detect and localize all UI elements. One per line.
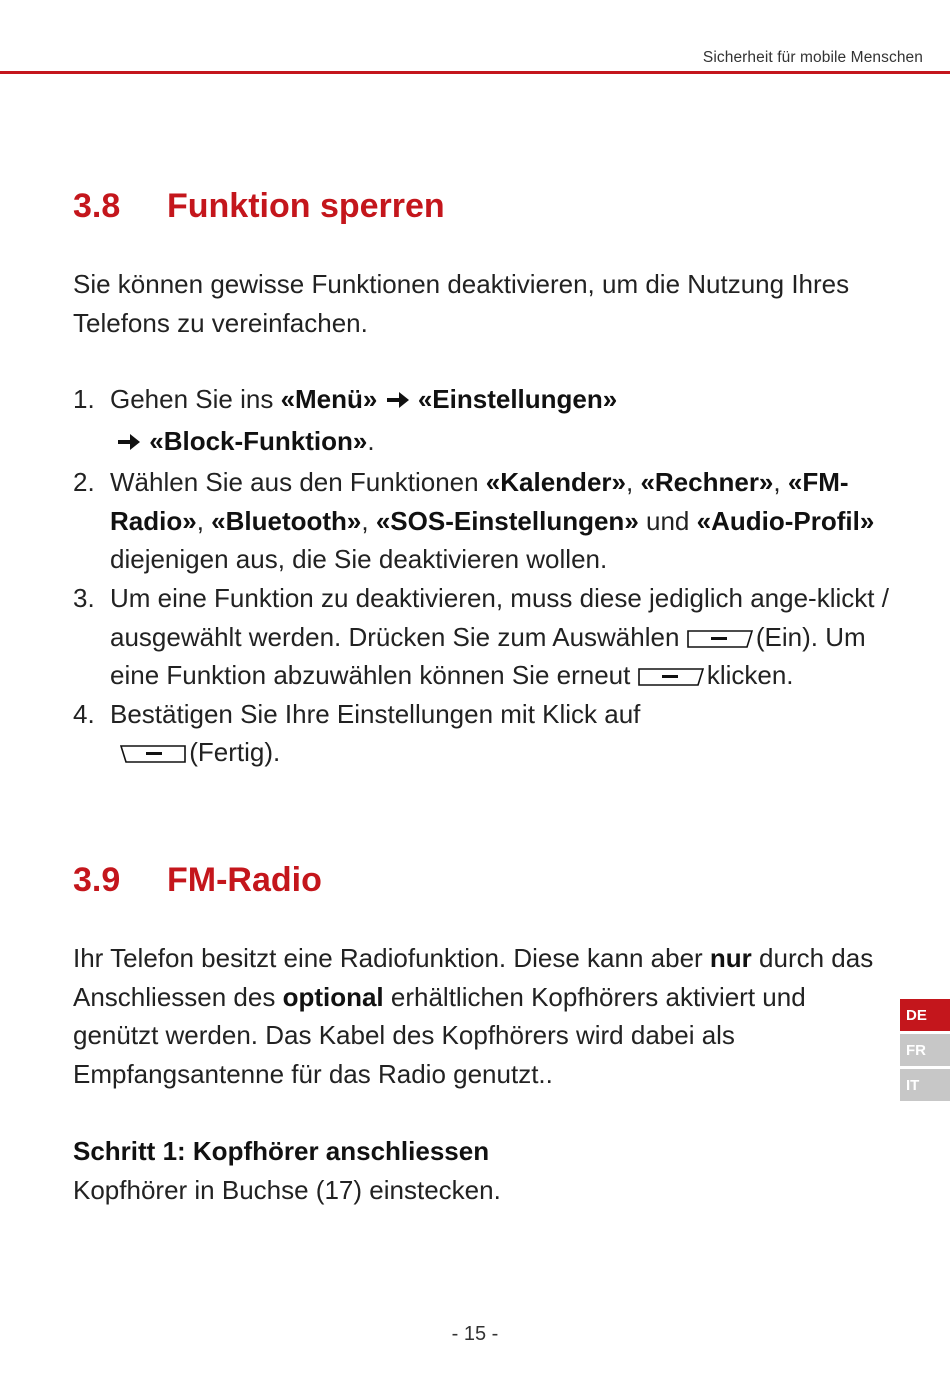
language-tab-it[interactable]: IT [900,1069,950,1101]
emphasis: optional [282,981,384,1012]
section-title-text: Funktion sperren [167,187,445,225]
step-text: Bestätigen Sie Ihre Einstellungen mit Klick auf [110,698,641,729]
calculator-label: «Rechner» [640,467,774,498]
menu-label: «Menü» [280,384,378,414]
header-tagline: Sicherheit für mobile Menschen [702,49,923,66]
step-text: klicken. [699,660,794,691]
section-title-text: FM-Radio [167,861,322,899]
step-1-block [73,1132,883,1209]
step-list [73,380,893,772]
separator: , [625,467,641,498]
step-end: . [367,425,375,456]
audio-profile-label: «Audio-Profil» [696,505,875,536]
step-1-title: Schritt 1: Kopfhörer anschliessen [73,1136,490,1166]
arrow-right-icon [116,425,142,464]
step-text: diejenigen aus, die Sie deaktivieren wollen. [110,544,608,575]
section-title-3-8 [73,187,445,226]
emphasis: nur [709,943,752,973]
conjunction: und [638,505,697,536]
section-title-3-9 [73,861,322,900]
language-tab-de[interactable]: DE [900,999,950,1031]
step-number: 3. [73,582,95,613]
list-item [73,695,893,772]
separator: , [196,505,212,536]
left-softkey-icon [638,668,700,686]
page-number: - 15 - [451,1323,499,1345]
settings-label: «Einstellungen» [417,384,618,414]
arrow-right-icon [385,383,411,422]
right-softkey-icon [120,745,182,763]
paragraph-text: Ihr Telefon besitzt eine Radiofunktion. Diese kann aber [73,943,710,973]
block-function-label: «Block-Funktion» [149,425,368,456]
bluetooth-label: «Bluetooth» [211,505,362,536]
language-tabs [900,999,950,1104]
list-item [73,463,893,579]
step-number: 2. [73,467,95,498]
sos-settings-label: «SOS-Einstellungen» [375,505,639,536]
paragraph-text: erhältlichen Kopfhörers aktiviert und genützt werden. Das Kabel des Kopfhörers wird dabei als Empfangsantenne für das Radio genutzt.. [73,981,806,1089]
step-text: Um eine Funktion zu deaktivieren, muss diese jediglich ange-klickt / ausgewählt werden. Drücken Sie zum Auswählen [110,582,889,652]
separator: , [361,505,376,536]
step-number: 4. [73,698,95,729]
paragraph-text: durch das Anschliessen des [73,943,874,1012]
step-number: 1. [73,384,95,414]
section-number: 3.9 [73,861,121,899]
header-rule [0,71,950,74]
list-item [73,380,893,463]
step-1-text: Kopfhörer in Buchse (17) einstecken. [73,1174,501,1205]
language-tab-fr[interactable]: FR [900,1034,950,1066]
separator: , [773,467,788,498]
intro-paragraph: Sie können gewisse Funktionen deaktivieren, um die Nutzung Ihres Telefons zu vereinfachen. [73,269,850,338]
step-text: Wählen Sie aus den Funktionen [110,467,486,498]
fm-radio-label: «FM-Radio» [110,467,849,536]
section-number: 3.8 [73,187,121,225]
list-item [73,579,893,695]
step-text: (Fertig). [182,737,281,768]
calendar-label: «Kalender» [485,467,626,498]
step-text: Gehen Sie ins [110,384,281,414]
left-softkey-icon [687,630,749,648]
fm-radio-paragraph [73,939,878,1093]
step-text: (Ein). Um eine Funktion abzuwählen können Sie erneut [110,621,866,691]
